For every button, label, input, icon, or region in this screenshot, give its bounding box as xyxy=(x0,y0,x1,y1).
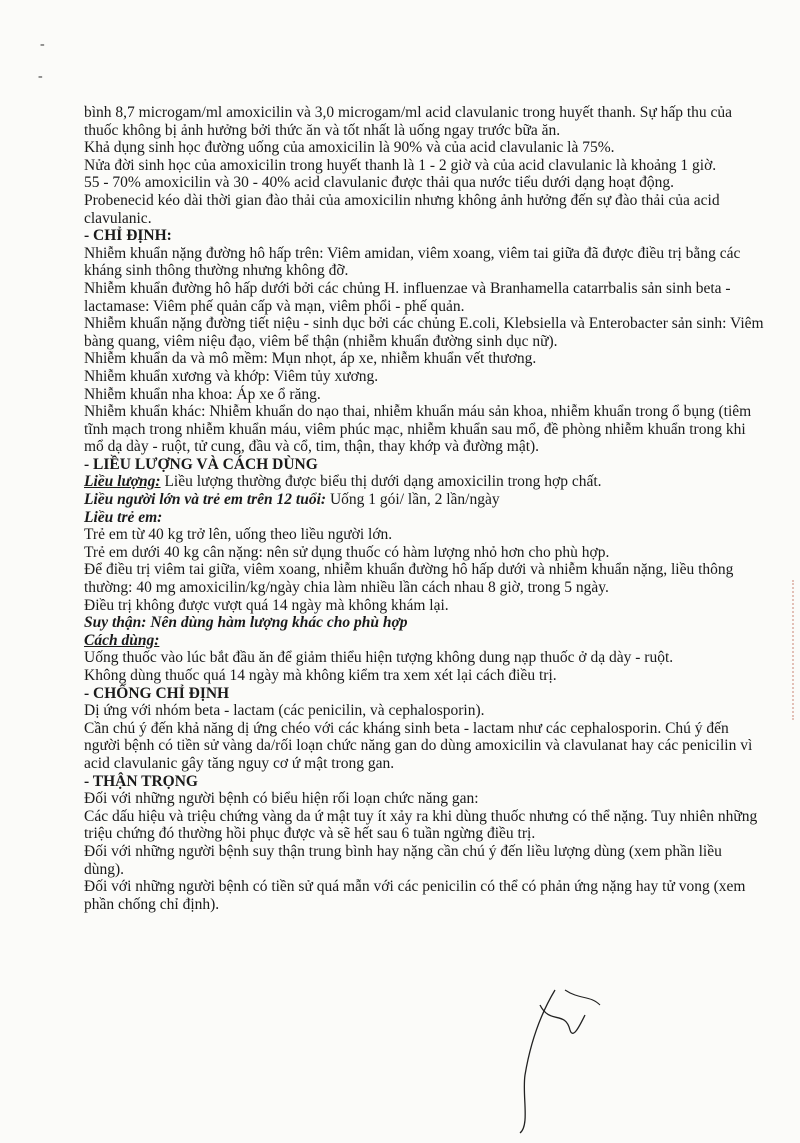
paragraph: Nhiễm khuẩn xương và khớp: Viêm tủy xương. xyxy=(84,367,379,385)
paragraph: Dị ứng với nhóm beta - lactam (các penicilin, và cephalosporin). xyxy=(84,702,485,720)
section-heading-indications: - CHỈ ĐỊNH: xyxy=(84,227,172,245)
usage-label: Cách dùng: xyxy=(84,631,160,649)
paragraph: Khả dụng sinh học đường uống của amoxicilin là 90% và của acid clavulanic là 75%. xyxy=(84,139,615,157)
section-heading-dosage: - LIỀU LƯỢNG VÀ CÁCH DÙNG xyxy=(84,455,318,473)
paragraph: Probenecid kéo dài thời gian đào thải của amoxicilin nhưng không ảnh hưởng đến sự đào thải của acid clavulanic. xyxy=(84,191,720,227)
renal-note: Suy thận: Nên dùng hàm lượng khác cho phù hợp xyxy=(84,614,408,632)
paragraph: Không dùng thuốc quá 14 ngày mà không kiểm tra xem xét lại cách điều trị. xyxy=(84,667,557,684)
paragraph: Nhiễm khuẩn đường hô hấp dưới bởi các chủng H. influenzae và Branhamella catarrbalis sản sinh beta - lactamase: Viêm phế quản cấp và mạn, viêm phổi - phế quản. xyxy=(84,279,731,315)
paragraph: Nhiễm khuẩn nặng đường tiết niệu - sinh dục bởi các chủng E.coli, Klebsiella và Enterobacter sản sinh: Viêm bàng quang, viêm niệu đạo, viêm bể thận (nhiễm khuẩn đường sinh dục nữ). xyxy=(84,315,764,350)
paragraph: Để điều trị viêm tai giữa, viêm xoang, nhiễm khuẩn đường hô hấp dưới và nhiễm khuẩn nặng, liều thông thường: 40 mg amoxicilin/kg/ngày chia làm nhiều lần cách nhau 8 giờ, trong 5 ngày. xyxy=(84,561,734,597)
paragraph: Trẻ em dưới 40 kg cân nặng: nên sử dụng thuốc có hàm lượng nhỏ hơn cho phù hợp. xyxy=(84,543,610,561)
paragraph: Nửa đời sinh học của amoxicilin trong huyết thanh là 1 - 2 giờ và của acid clavulanic là khoảng 1 giờ. xyxy=(84,156,717,174)
document-body xyxy=(84,104,764,913)
paragraph: Nhiễm khuẩn nặng đường hô hấp trên: Viêm amidan, viêm xoang, viêm tai giữa đã được điều trị bằng các kháng sinh thông thường nhưng không đỡ. xyxy=(84,244,741,280)
adult-dose-label: Liều người lớn và trẻ em trên 12 tuổi: xyxy=(84,491,327,509)
margin-dash-1: - xyxy=(40,37,45,52)
margin-dash-2: - xyxy=(38,69,43,84)
paragraph: Đối với những người bệnh có tiền sử quá mẫn với các penicilin có thể có phản ứng nặng hay tử vong (xem phần chống chỉ định). xyxy=(84,878,746,913)
paragraph: bình 8,7 microgam/ml amoxicilin và 3,0 microgam/ml acid clavulanic trong huyết thanh. Sự hấp thu của thuốc không bị ảnh hưởng bởi thức ăn và tốt nhất là uống ngay trước bữa ăn. xyxy=(84,104,733,139)
section-heading-precautions: - THẬN TRỌNG xyxy=(84,772,198,790)
paragraph: Uống thuốc vào lúc bắt đầu ăn để giảm thiểu hiện tượng không dung nạp thuốc ở dạ dày - ruột. xyxy=(84,649,674,667)
dosage-paragraph xyxy=(84,473,764,491)
adult-dose-text: Uống 1 gói/ lần, 2 lần/ngày xyxy=(326,491,500,509)
paragraph: Nhiễm khuẩn khác: Nhiễm khuẩn do nạo thai, nhiễm khuẩn máu sản khoa, nhiễm khuẩn trong ổ bụng (tiêm tĩnh mạch trong nhiễm khuẩn máu, viêm phúc mạc, nhiễm khuẩn sau mổ, đề phòng nhiễm khuẩn trong khi mổ dạ dày - ruột, tử cung, đầu và cổ, tim, thận, thay khớp và đường mật). xyxy=(84,403,752,456)
paragraph: Các dấu hiệu và triệu chứng vàng da ứ mật tuy ít xảy ra khi dùng thuốc nhưng có thể nặng. Tuy nhiên những triệu chứng đó thường hồi phục được và sẽ hết sau 6 tuần ngừng điều trị. xyxy=(84,807,758,843)
paragraph: Đối với những người bệnh suy thận trung bình hay nặng cần chú ý đến liều lượng dùng (xem phần liều dùng). xyxy=(84,842,722,878)
paragraph: Cần chú ý đến khả năng dị ứng chéo với các kháng sinh beta - lactam như các cephalosporin. Chú ý đến người bệnh có tiền sử vàng da/rối loạn chức năng gan do dùng amoxicilin và clavulanat hay các penicilin vì acid clavulanic gây tăng nguy cơ ứ mật trong gan. xyxy=(84,719,753,772)
paragraph: Nhiễm khuẩn nha khoa: Áp xe ổ răng. xyxy=(84,385,321,403)
paragraph: Nhiễm khuẩn da và mô mềm: Mụn nhọt, áp xe, nhiễm khuẩn vết thương. xyxy=(84,350,537,368)
handwritten-signature xyxy=(470,985,610,1135)
paragraph: Trẻ em từ 40 kg trở lên, uống theo liều người lớn. xyxy=(84,526,393,544)
paragraph: Điều trị không được vượt quá 14 ngày mà không khám lại. xyxy=(84,596,449,614)
dosage-text: Liều lượng thường được biểu thị dưới dạng amoxicilin trong hợp chất. xyxy=(160,473,602,491)
section-heading-contraindications: - CHỐNG CHỈ ĐỊNH xyxy=(84,684,230,702)
paragraph: Đối với những người bệnh có biểu hiện rối loạn chức năng gan: xyxy=(84,790,479,808)
paragraph: 55 - 70% amoxicilin và 30 - 40% acid clavulanic được thải qua nước tiểu dưới dạng hoạt động. xyxy=(84,174,674,192)
child-dose-label: Liều trẻ em: xyxy=(84,508,163,526)
adult-dose-paragraph xyxy=(84,491,764,509)
edge-stamp-mark xyxy=(772,580,794,720)
dosage-label: Liều lượng: xyxy=(84,473,161,491)
